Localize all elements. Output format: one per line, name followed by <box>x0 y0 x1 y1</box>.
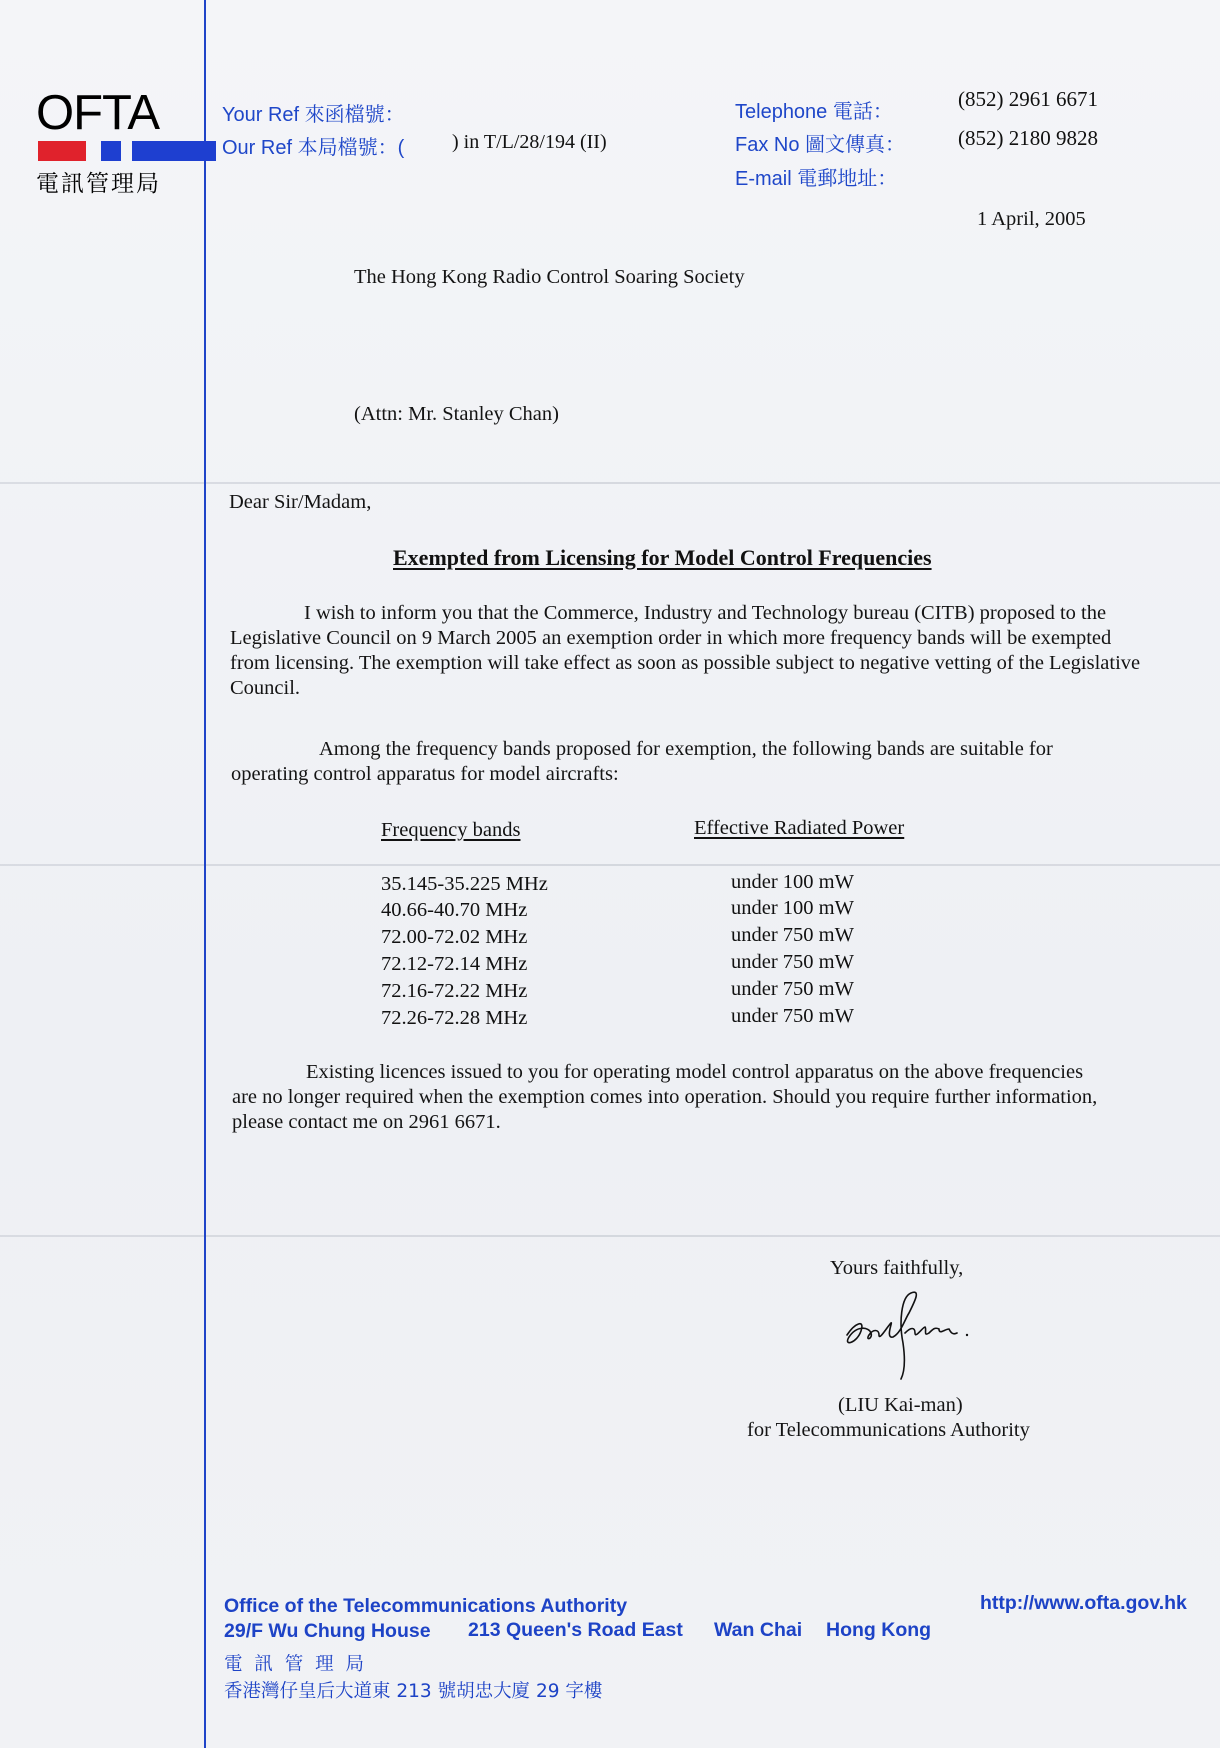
recipient-name: The Hong Kong Radio Control Soaring Society <box>354 266 745 288</box>
your-ref-label: Your Ref 來函檔號： <box>222 104 405 126</box>
recipient-attn: (Attn: Mr. Stanley Chan) <box>354 403 559 425</box>
telephone-value: (852) 2961 6671 <box>958 87 1098 111</box>
ofta-logo <box>36 86 186 198</box>
logo-blue-bar <box>101 141 121 161</box>
footer-address-building: 29/F Wu Chung House <box>224 1620 431 1642</box>
fold-line <box>0 864 1220 866</box>
table-cell-frequency: 72.26-72.28 MHz <box>381 1007 528 1029</box>
fax-value: (852) 2180 9828 <box>958 126 1098 150</box>
footer-chinese-name: 電 訊 管 理 局 <box>224 1654 368 1675</box>
footer-office-name: Office of the Telecommunications Authority <box>224 1595 628 1617</box>
paragraph-2: Among the frequency bands proposed for exemption, the following bands are suitable for operating control apparatus for model aircrafts: <box>231 738 1053 785</box>
footer-address-district: Wan Chai <box>714 1619 803 1641</box>
signatory-role: for Telecommunications Authority <box>747 1419 1030 1441</box>
table-header-power: Effective Radiated Power <box>694 817 905 839</box>
letter-title: Exempted from Licensing for Model Control Frequencies <box>393 545 932 570</box>
footer-chinese-address: 香港灣仔皇后大道東 213 號胡忠大廈 29 字樓 <box>224 1681 603 1702</box>
table-cell-power: under 750 mW <box>731 951 854 973</box>
logo-red-bar <box>38 141 86 161</box>
table-cell-frequency: 72.16-72.22 MHz <box>381 980 528 1002</box>
salutation: Dear Sir/Madam, <box>229 491 372 513</box>
signatory-name: (LIU Kai-man) <box>838 1394 963 1416</box>
our-ref-value: ) in T/L/28/194 (II) <box>452 131 607 153</box>
footer-address-city: Hong Kong <box>826 1619 932 1641</box>
table-cell-power: under 750 mW <box>731 924 854 946</box>
paragraph-3: Existing licences issued to you for operating model control apparatus on the above frequencies are no longer required when the exemption comes into operation. Should you require further information, please contact me on 2961 6671. <box>232 1061 1098 1133</box>
telephone-label: Telephone 電話： <box>735 101 893 123</box>
logo-wordmark: OFTA <box>36 86 160 140</box>
logo-blue-bar <box>132 141 216 161</box>
our-ref-label: Our Ref 本局檔號：( <box>222 137 405 159</box>
footer-address-street: 213 Queen's Road East <box>468 1619 683 1641</box>
table-header-frequency: Frequency bands <box>381 819 521 841</box>
paragraph-1: I wish to inform you that the Commerce, Industry and Technology bureau (CITB) proposed to the Legislative Council on 9 March 2005 an exemption order in which more frequency bands will be exempted from licensing. The exemption will take effect as soon as possible subject to negative vetting of the Legislative Council. <box>230 602 1141 699</box>
margin-rule <box>204 0 206 1748</box>
logo-chinese-name: 電訊管理局 <box>36 171 161 197</box>
signature-image <box>835 1283 985 1383</box>
logo-color-bars <box>36 141 186 163</box>
footer-website-link[interactable]: http://www.ofta.gov.hk <box>980 1592 1187 1614</box>
table-cell-power: under 750 mW <box>731 978 854 1000</box>
table-cell-frequency: 72.00-72.02 MHz <box>381 926 528 948</box>
letter-date: 1 April, 2005 <box>977 208 1086 230</box>
fax-label: Fax No 圖文傳真： <box>735 134 906 156</box>
valediction: Yours faithfully, <box>830 1257 964 1279</box>
table-cell-frequency: 35.145-35.225 MHz <box>381 873 548 895</box>
fold-line <box>0 1235 1220 1237</box>
fold-line <box>0 482 1220 484</box>
table-cell-power: under 100 mW <box>731 871 854 893</box>
table-cell-power: under 750 mW <box>731 1005 854 1027</box>
table-cell-power: under 100 mW <box>731 897 854 919</box>
email-label: E-mail 電郵地址： <box>735 168 898 190</box>
table-cell-frequency: 72.12-72.14 MHz <box>381 953 528 975</box>
table-cell-frequency: 40.66-40.70 MHz <box>381 899 528 921</box>
